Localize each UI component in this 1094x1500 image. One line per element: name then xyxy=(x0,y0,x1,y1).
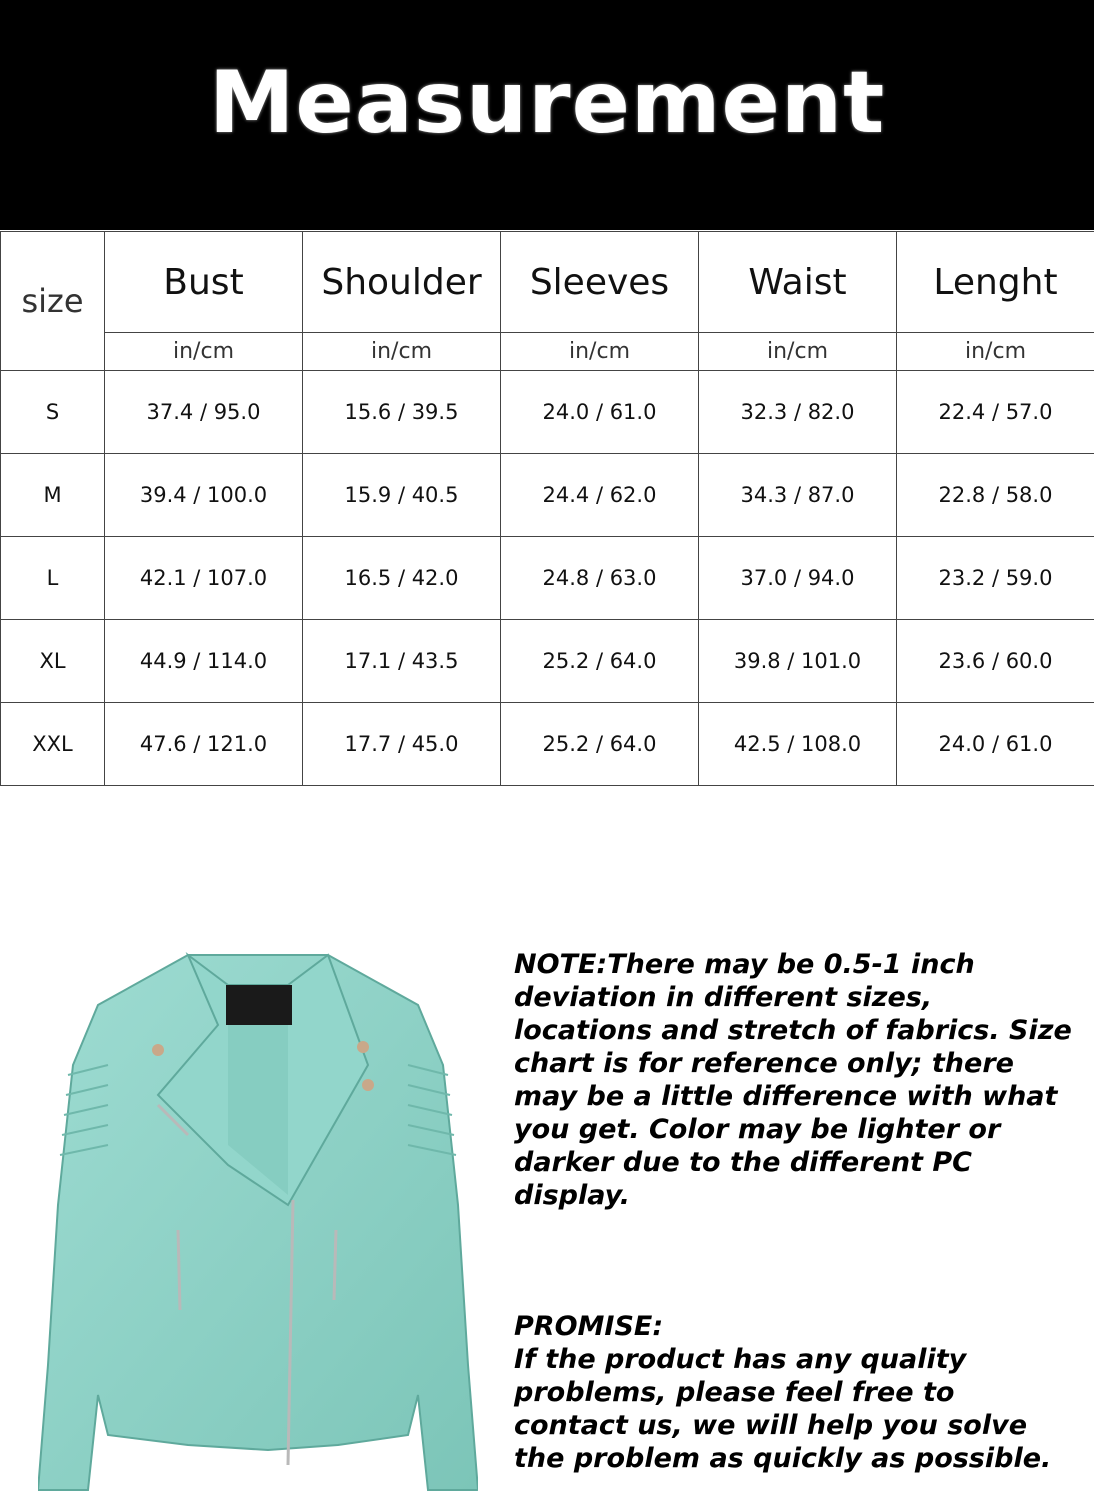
column-header-shoulder: Shoulder xyxy=(303,232,501,333)
size-cell: XXL xyxy=(1,703,105,786)
table-cell: 15.9 / 40.5 xyxy=(303,454,501,537)
table-cell: 24.8 / 63.0 xyxy=(501,537,699,620)
note-text: NOTE:There may be 0.5-1 inch deviation in different sizes, locations and stretch of fabrics. Size chart is for reference only; there may be a little difference with what you get. Color may be lighter or darker due to the different PC display. xyxy=(514,949,1072,1211)
table-cell: 39.8 / 101.0 xyxy=(699,620,897,703)
promise-text-block xyxy=(514,1310,1074,1475)
table-cell: 17.1 / 43.5 xyxy=(303,620,501,703)
table-cell: 34.3 / 87.0 xyxy=(699,454,897,537)
unit-label: in/cm xyxy=(699,333,897,371)
size-cell: M xyxy=(1,454,105,537)
page-title: Measurement xyxy=(208,53,886,153)
unit-label: in/cm xyxy=(303,333,501,371)
size-cell: XL xyxy=(1,620,105,703)
table-cell: 47.6 / 121.0 xyxy=(105,703,303,786)
size-cell: S xyxy=(1,371,105,454)
column-header-length: Lenght xyxy=(897,232,1094,333)
jacket-image xyxy=(38,945,478,1495)
size-cell: L xyxy=(1,537,105,620)
table-cell: 25.2 / 64.0 xyxy=(501,620,699,703)
table-cell: 23.2 / 59.0 xyxy=(897,537,1094,620)
table-cell: 16.5 / 42.0 xyxy=(303,537,501,620)
column-header-waist: Waist xyxy=(699,232,897,333)
table-cell: 15.6 / 39.5 xyxy=(303,371,501,454)
table-row xyxy=(1,537,1094,620)
table-cell: 42.1 / 107.0 xyxy=(105,537,303,620)
column-header-sleeves: Sleeves xyxy=(501,232,699,333)
table-cell: 39.4 / 100.0 xyxy=(105,454,303,537)
table-cell: 24.0 / 61.0 xyxy=(897,703,1094,786)
note-text-block xyxy=(514,948,1074,1212)
column-header-bust: Bust xyxy=(105,232,303,333)
table-cell: 37.0 / 94.0 xyxy=(699,537,897,620)
table-cell: 32.3 / 82.0 xyxy=(699,371,897,454)
table-cell: 24.4 / 62.0 xyxy=(501,454,699,537)
unit-label: in/cm xyxy=(501,333,699,371)
table-row xyxy=(1,620,1094,703)
table-cell: 44.9 / 114.0 xyxy=(105,620,303,703)
size-column-header: size xyxy=(1,232,105,371)
table-cell: 37.4 / 95.0 xyxy=(105,371,303,454)
unit-label: in/cm xyxy=(897,333,1094,371)
table-cell: 24.0 / 61.0 xyxy=(501,371,699,454)
table-row xyxy=(1,703,1094,786)
table-cell: 22.8 / 58.0 xyxy=(897,454,1094,537)
table-cell: 17.7 / 45.0 xyxy=(303,703,501,786)
header-banner xyxy=(0,0,1094,230)
size-chart-table xyxy=(0,231,1094,786)
promise-text: PROMISE: If the product has any quality problems, please feel free to contact us, we will help you solve the problem as quickly as possible. xyxy=(514,1311,1052,1474)
table-row xyxy=(1,371,1094,454)
table-row xyxy=(1,454,1094,537)
table-cell: 22.4 / 57.0 xyxy=(897,371,1094,454)
table-cell: 42.5 / 108.0 xyxy=(699,703,897,786)
table-cell: 23.6 / 60.0 xyxy=(897,620,1094,703)
unit-label: in/cm xyxy=(105,333,303,371)
table-cell: 25.2 / 64.0 xyxy=(501,703,699,786)
jacket-illustration xyxy=(38,945,478,1495)
